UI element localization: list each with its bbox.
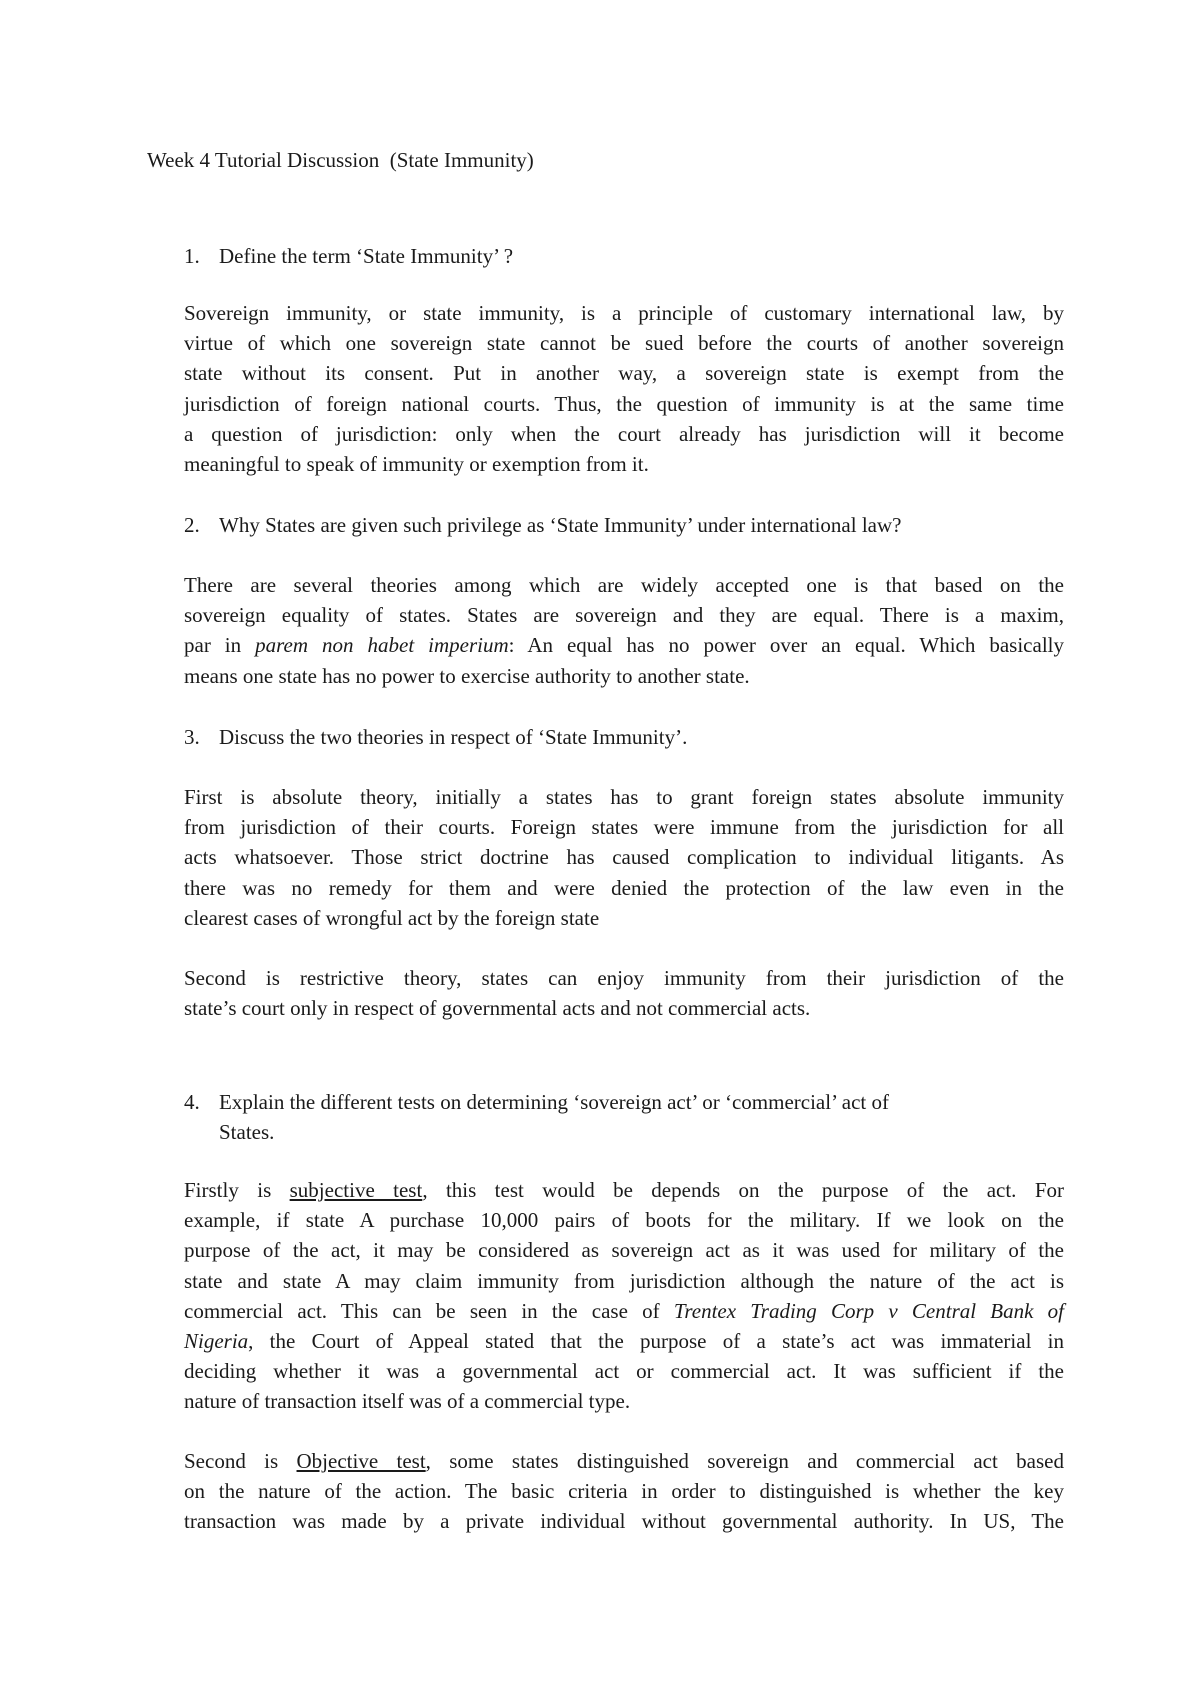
question-number: 4. [184, 1090, 200, 1114]
question-text-line: Explain the different tests on determining ‘sovereign act’ or ‘commercial’ act of [219, 1090, 889, 1114]
text-line: means one state has no power to exercise authority to another state. [184, 663, 750, 688]
text-line: acts whatsoever. Those strict doctrine has caused complication to individual litigants. As [184, 845, 1064, 870]
question-number: 2. [184, 513, 200, 537]
question-number: 1. [184, 244, 200, 268]
text-line: jurisdiction of foreign national courts. Thus, the question of immunity is at the same time [184, 391, 1064, 416]
text-line: state’s court only in respect of governmental acts and not commercial acts. [184, 996, 811, 1021]
answer-3-absolute-theory [184, 782, 1064, 933]
text-line: on the nature of the action. The basic criteria in order to distinguished is whether the key [184, 1479, 1064, 1504]
text-line: virtue of which one sovereign state cannot be sued before the courts of another sovereign [184, 331, 1064, 356]
answer-3-restrictive-theory [184, 963, 1064, 1023]
latin-maxim: parem non habet imperium [255, 633, 509, 658]
text-segment: par in [184, 633, 256, 658]
case-name: Nigeria [184, 1329, 249, 1354]
text-line: state and state A may claim immunity from jurisdiction although the nature of the act is [184, 1268, 1064, 1293]
text-line: purpose of the act, it may be considered as sovereign act as it was used for military of the [184, 1238, 1064, 1263]
text-line [184, 1296, 1064, 1326]
text-segment: , this test would be depends on the purpose of the act. For [422, 1178, 1064, 1202]
text-line: meaningful to speak of immunity or exemption from it. [184, 452, 649, 477]
text-line: nature of transaction itself was of a commercial type. [184, 1389, 631, 1414]
text-line [184, 1446, 1064, 1476]
question-number: 3. [184, 725, 200, 749]
term-subjective-test: subjective test [289, 1178, 423, 1202]
question-text: Discuss the two theories in respect of ‘State Immunity’. [219, 725, 688, 749]
text-line: transaction was made by a private individual without governmental authority. In US, The [184, 1509, 1064, 1534]
case-name: Trentex Trading Corp v Central Bank of [673, 1298, 1064, 1323]
text-line: clearest cases of wrongful act by the foreign state [184, 905, 600, 930]
text-line: deciding whether it was a governmental act or commercial act. It was sufficient if the [184, 1359, 1064, 1384]
question-text: Define the term ‘State Immunity’ ? [219, 244, 514, 268]
text-segment: Second is [184, 1449, 297, 1473]
text-line: example, if state A purchase 10,000 pairs of boots for the military. If we look on the [184, 1208, 1064, 1233]
question-text-line: States. [219, 1120, 275, 1144]
text-line: Sovereign immunity, or state immunity, is a principle of customary international law, by [184, 301, 1064, 325]
document-title: Week 4 Tutorial Discussion (State Immunity) [147, 148, 534, 172]
text-segment: , some states distinguished sovereign and commercial act based [425, 1449, 1064, 1473]
answer-4-subjective-test [184, 1175, 1064, 1417]
answer-1-paragraph [184, 298, 1064, 479]
text-line: state without its consent. Put in another way, a sovereign state is exempt from the [184, 361, 1064, 386]
text-segment: commercial act. This can be seen in the case of [184, 1298, 674, 1323]
answer-2-paragraph [184, 570, 1064, 691]
text-line: there was no remedy for them and were denied the protection of the law even in the [184, 875, 1064, 900]
text-line: Second is restrictive theory, states can enjoy immunity from their jurisdiction of the [184, 966, 1064, 990]
answer-4-objective-test [184, 1446, 1064, 1537]
text-line: a question of jurisdiction: only when the court already has jurisdiction will it become [184, 421, 1064, 446]
question-text [219, 1087, 1039, 1147]
text-line: First is absolute theory, initially a states has to grant foreign states absolute immunity [184, 785, 1064, 809]
text-segment: : An equal has no power over an equal. Which basically [508, 633, 1064, 658]
text-line: There are several theories among which are widely accepted one is that based on the [184, 573, 1064, 597]
text-line [184, 1175, 1064, 1205]
text-segment: Firstly is [184, 1178, 290, 1202]
text-segment: , the Court of Appeal stated that the purpose of a state’s act was immaterial in [248, 1329, 1064, 1354]
question-text: Why States are given such privilege as ‘State Immunity’ under international law? [219, 513, 902, 537]
text-line: sovereign equality of states. States are sovereign and they are equal. There is a maxim, [184, 603, 1064, 628]
text-line [184, 630, 1064, 660]
text-line [184, 1326, 1064, 1356]
term-objective-test: Objective test [296, 1449, 426, 1473]
text-line: from jurisdiction of their courts. Foreign states were immune from the jurisdiction for all [184, 815, 1064, 840]
